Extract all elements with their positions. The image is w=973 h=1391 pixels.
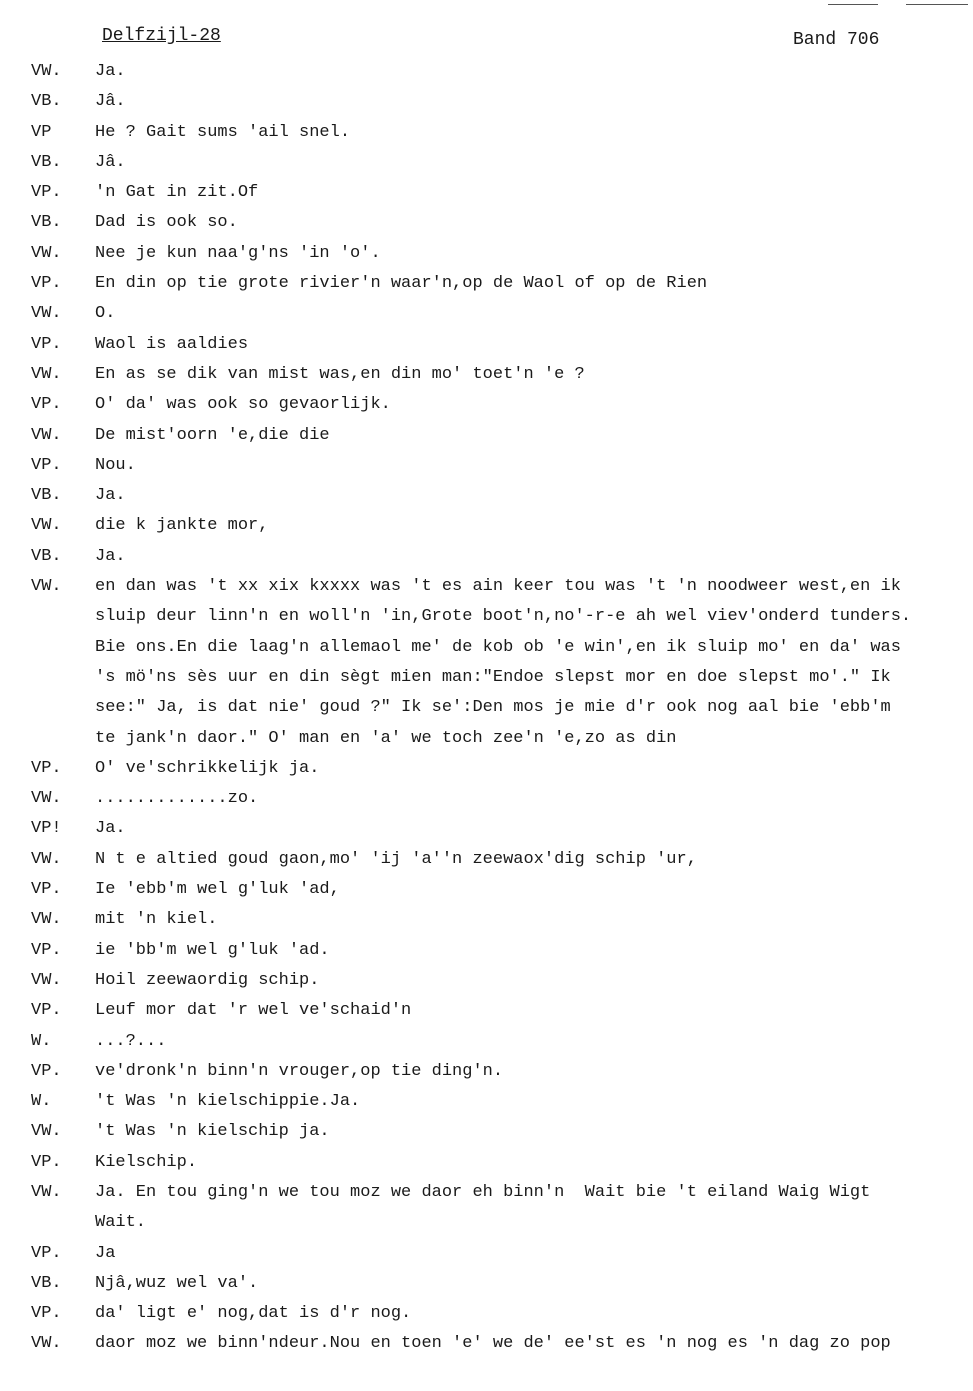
utterance-line: En din op tie grote rivier'n waar'n,op de Waol of op de Rien bbox=[95, 274, 708, 294]
speaker-label: VP. bbox=[31, 1243, 62, 1263]
speaker-label: VW. bbox=[31, 62, 62, 81]
speaker-label: VW. bbox=[31, 577, 62, 597]
speaker-label: VP. bbox=[31, 758, 62, 778]
transcript-entry bbox=[0, 1027, 973, 1057]
speaker-label: VP. bbox=[31, 183, 62, 203]
utterance-line: N t e altied goud gaon,mo' 'ij 'a''n zeewaox'dig schip 'ur, bbox=[95, 849, 697, 869]
speaker-label: VP. bbox=[31, 1061, 62, 1081]
speaker-label: W. bbox=[31, 1031, 52, 1051]
utterance-line: 't Was 'n kielschippie.Ja. bbox=[95, 1092, 361, 1112]
utterance-line: sluip deur linn'n en woll'n 'in,Grote boot'n,no'-r-e ah wel viev'onderd tunders. bbox=[95, 607, 912, 627]
speaker-label: VP. bbox=[31, 334, 62, 354]
speaker-label: VB. bbox=[31, 486, 62, 506]
speaker-label: VB. bbox=[31, 152, 62, 172]
utterance-line: ie 'bb'm wel g'luk 'ad. bbox=[95, 940, 330, 960]
utterance-line: Dad is ook so. bbox=[95, 213, 238, 233]
speaker-label: VP. bbox=[31, 880, 62, 900]
transcript-entry bbox=[0, 1239, 973, 1269]
utterance-line: 's mö'ns sès uur en din sègt mien man:"Endoe slepst mor en doe slepst mo'." Ik bbox=[95, 667, 891, 687]
transcript-entry bbox=[0, 1117, 973, 1147]
transcript-entry bbox=[0, 905, 973, 935]
transcript-entry bbox=[0, 1087, 973, 1117]
utterance-line: Wait. bbox=[95, 1213, 147, 1233]
utterance-line: Ja. bbox=[95, 486, 126, 506]
speaker-label: VB. bbox=[31, 213, 62, 233]
utterance-line: O. bbox=[95, 304, 116, 324]
top-rule-right bbox=[906, 4, 968, 5]
speaker-label: W. bbox=[31, 1092, 52, 1112]
transcript-entry bbox=[0, 390, 973, 420]
speaker-label: VP! bbox=[31, 819, 62, 839]
utterance-line: O' da' was ook so gevaorlijk. bbox=[95, 395, 391, 415]
utterance-line: 't Was 'n kielschip ja. bbox=[95, 1122, 330, 1142]
utterance-line: En as se dik van mist was,en din mo' toet'n 'e ? bbox=[95, 364, 585, 384]
transcript-entry bbox=[0, 421, 973, 451]
transcript-entry bbox=[0, 1299, 973, 1329]
speaker-label: VW. bbox=[31, 910, 62, 930]
utterance-line: Njâ,wuz wel va'. bbox=[95, 1273, 259, 1293]
transcript-entry bbox=[0, 1057, 973, 1087]
transcript-entry bbox=[0, 208, 973, 238]
utterance-line: ve'dronk'n binn'n vrouger,op tie ding'n. bbox=[95, 1061, 504, 1081]
transcript-entry bbox=[0, 1269, 973, 1299]
transcript-entry bbox=[0, 330, 973, 360]
transcript-entry bbox=[0, 118, 973, 148]
utterance-line: De mist'oorn 'e,die die bbox=[95, 425, 330, 445]
speaker-label: VW. bbox=[31, 789, 62, 809]
speaker-label: VB. bbox=[31, 1273, 62, 1293]
transcript-entry bbox=[0, 875, 973, 905]
utterance-line: Waol is aaldies bbox=[95, 334, 249, 354]
speaker-label: VW. bbox=[31, 1122, 62, 1142]
transcript-entry bbox=[0, 542, 973, 572]
speaker-label: VP. bbox=[31, 395, 62, 415]
transcript-entry bbox=[0, 148, 973, 178]
page-title: Delfzijl-28 bbox=[102, 26, 221, 46]
utterance-line: da' ligt e' nog,dat is d'r nog. bbox=[95, 1304, 412, 1324]
transcript-entry bbox=[0, 814, 973, 844]
utterance-line: Ja bbox=[95, 1243, 116, 1263]
transcript-entry bbox=[0, 481, 973, 511]
transcript-entry bbox=[0, 451, 973, 481]
transcript-entry bbox=[0, 511, 973, 541]
transcript-entry bbox=[0, 966, 973, 996]
utterance-line: 'n Gat in zit.Of bbox=[95, 183, 259, 203]
transcript-entry bbox=[0, 1329, 973, 1359]
speaker-label: VP. bbox=[31, 1001, 62, 1021]
transcript-entry bbox=[0, 87, 973, 117]
band-number: Band 706 bbox=[793, 30, 880, 50]
transcript-entry bbox=[0, 1148, 973, 1178]
utterance-line: see:" Ja, is dat nie' goud ?" Ik se':Den mos je mie d'r ook nog aal bie 'ebb'm bbox=[95, 698, 891, 718]
speaker-label: VW. bbox=[31, 970, 62, 990]
speaker-label: VP. bbox=[31, 1304, 62, 1324]
speaker-label: VP bbox=[31, 122, 52, 142]
utterance-line: Bie ons.En die laag'n allemaol me' de kob ob 'e win',en ik sluip mo' en da' was bbox=[95, 637, 901, 657]
speaker-label: VP. bbox=[31, 274, 62, 294]
utterance-line: en dan was 't xx xix kxxxx was 't es ain keer tou was 't 'n noodweer west,en ik bbox=[95, 577, 901, 597]
speaker-label: VP. bbox=[31, 940, 62, 960]
transcript-entry bbox=[0, 299, 973, 329]
transcript-entry bbox=[0, 269, 973, 299]
speaker-label: VW. bbox=[31, 425, 62, 445]
utterance-line: Nee je kun naa'g'ns 'in 'o'. bbox=[95, 243, 381, 263]
transcript-entry bbox=[0, 239, 973, 269]
speaker-label: VW. bbox=[31, 1334, 62, 1354]
utterance-line: Ja. En tou ging'n we tou moz we daor eh binn'n Wait bie 't eiland Waig Wigt bbox=[95, 1182, 871, 1202]
speaker-label: VW. bbox=[31, 243, 62, 263]
utterance-line: Ja. bbox=[95, 62, 126, 81]
utterance-line: .............zo. bbox=[95, 789, 259, 809]
speaker-label: VW. bbox=[31, 849, 62, 869]
transcript-body bbox=[0, 57, 973, 1360]
utterance-line: Hoil zeewaordig schip. bbox=[95, 970, 320, 990]
utterance-line: daor moz we binn'ndeur.Nou en toen 'e' we de' ee'st es 'n nog es 'n dag zo pop bbox=[95, 1334, 891, 1354]
utterance-line: Ja. bbox=[95, 546, 126, 566]
speaker-label: VP. bbox=[31, 455, 62, 475]
speaker-label: VW. bbox=[31, 304, 62, 324]
utterance-line: Ie 'ebb'm wel g'luk 'ad, bbox=[95, 880, 340, 900]
speaker-label: VW. bbox=[31, 364, 62, 384]
utterance-line: Jâ. bbox=[95, 92, 126, 112]
utterance-line: He ? Gait sums 'ail snel. bbox=[95, 122, 351, 142]
speaker-label: VP. bbox=[31, 1152, 62, 1172]
utterance-line: Leuf mor dat 'r wel ve'schaid'n bbox=[95, 1001, 412, 1021]
transcript-entry bbox=[0, 572, 973, 754]
speaker-label: VB. bbox=[31, 546, 62, 566]
transcript-entry bbox=[0, 754, 973, 784]
utterance-line: Nou. bbox=[95, 455, 136, 475]
transcript-entry bbox=[0, 57, 973, 87]
speaker-label: VW. bbox=[31, 516, 62, 536]
speaker-label: VB. bbox=[31, 92, 62, 112]
transcript-entry bbox=[0, 936, 973, 966]
utterance-line: Ja. bbox=[95, 819, 126, 839]
utterance-line: O' ve'schrikkelijk ja. bbox=[95, 758, 320, 778]
transcript-entry bbox=[0, 845, 973, 875]
utterance-line: te jank'n daor." O' man en 'a' we toch zee'n 'e,zo as din bbox=[95, 728, 677, 748]
transcript-entry bbox=[0, 996, 973, 1026]
utterance-line: ...?... bbox=[95, 1031, 167, 1051]
utterance-line: mit 'n kiel. bbox=[95, 910, 218, 930]
transcript-entry bbox=[0, 784, 973, 814]
transcript-entry bbox=[0, 178, 973, 208]
transcript-entry bbox=[0, 360, 973, 390]
transcript-entry bbox=[0, 1178, 973, 1239]
utterance-line: Kielschip. bbox=[95, 1152, 198, 1172]
utterance-line: die k jankte mor, bbox=[95, 516, 269, 536]
top-rule-left bbox=[828, 4, 878, 5]
speaker-label: VW. bbox=[31, 1182, 62, 1202]
utterance-line: Jâ. bbox=[95, 152, 126, 172]
